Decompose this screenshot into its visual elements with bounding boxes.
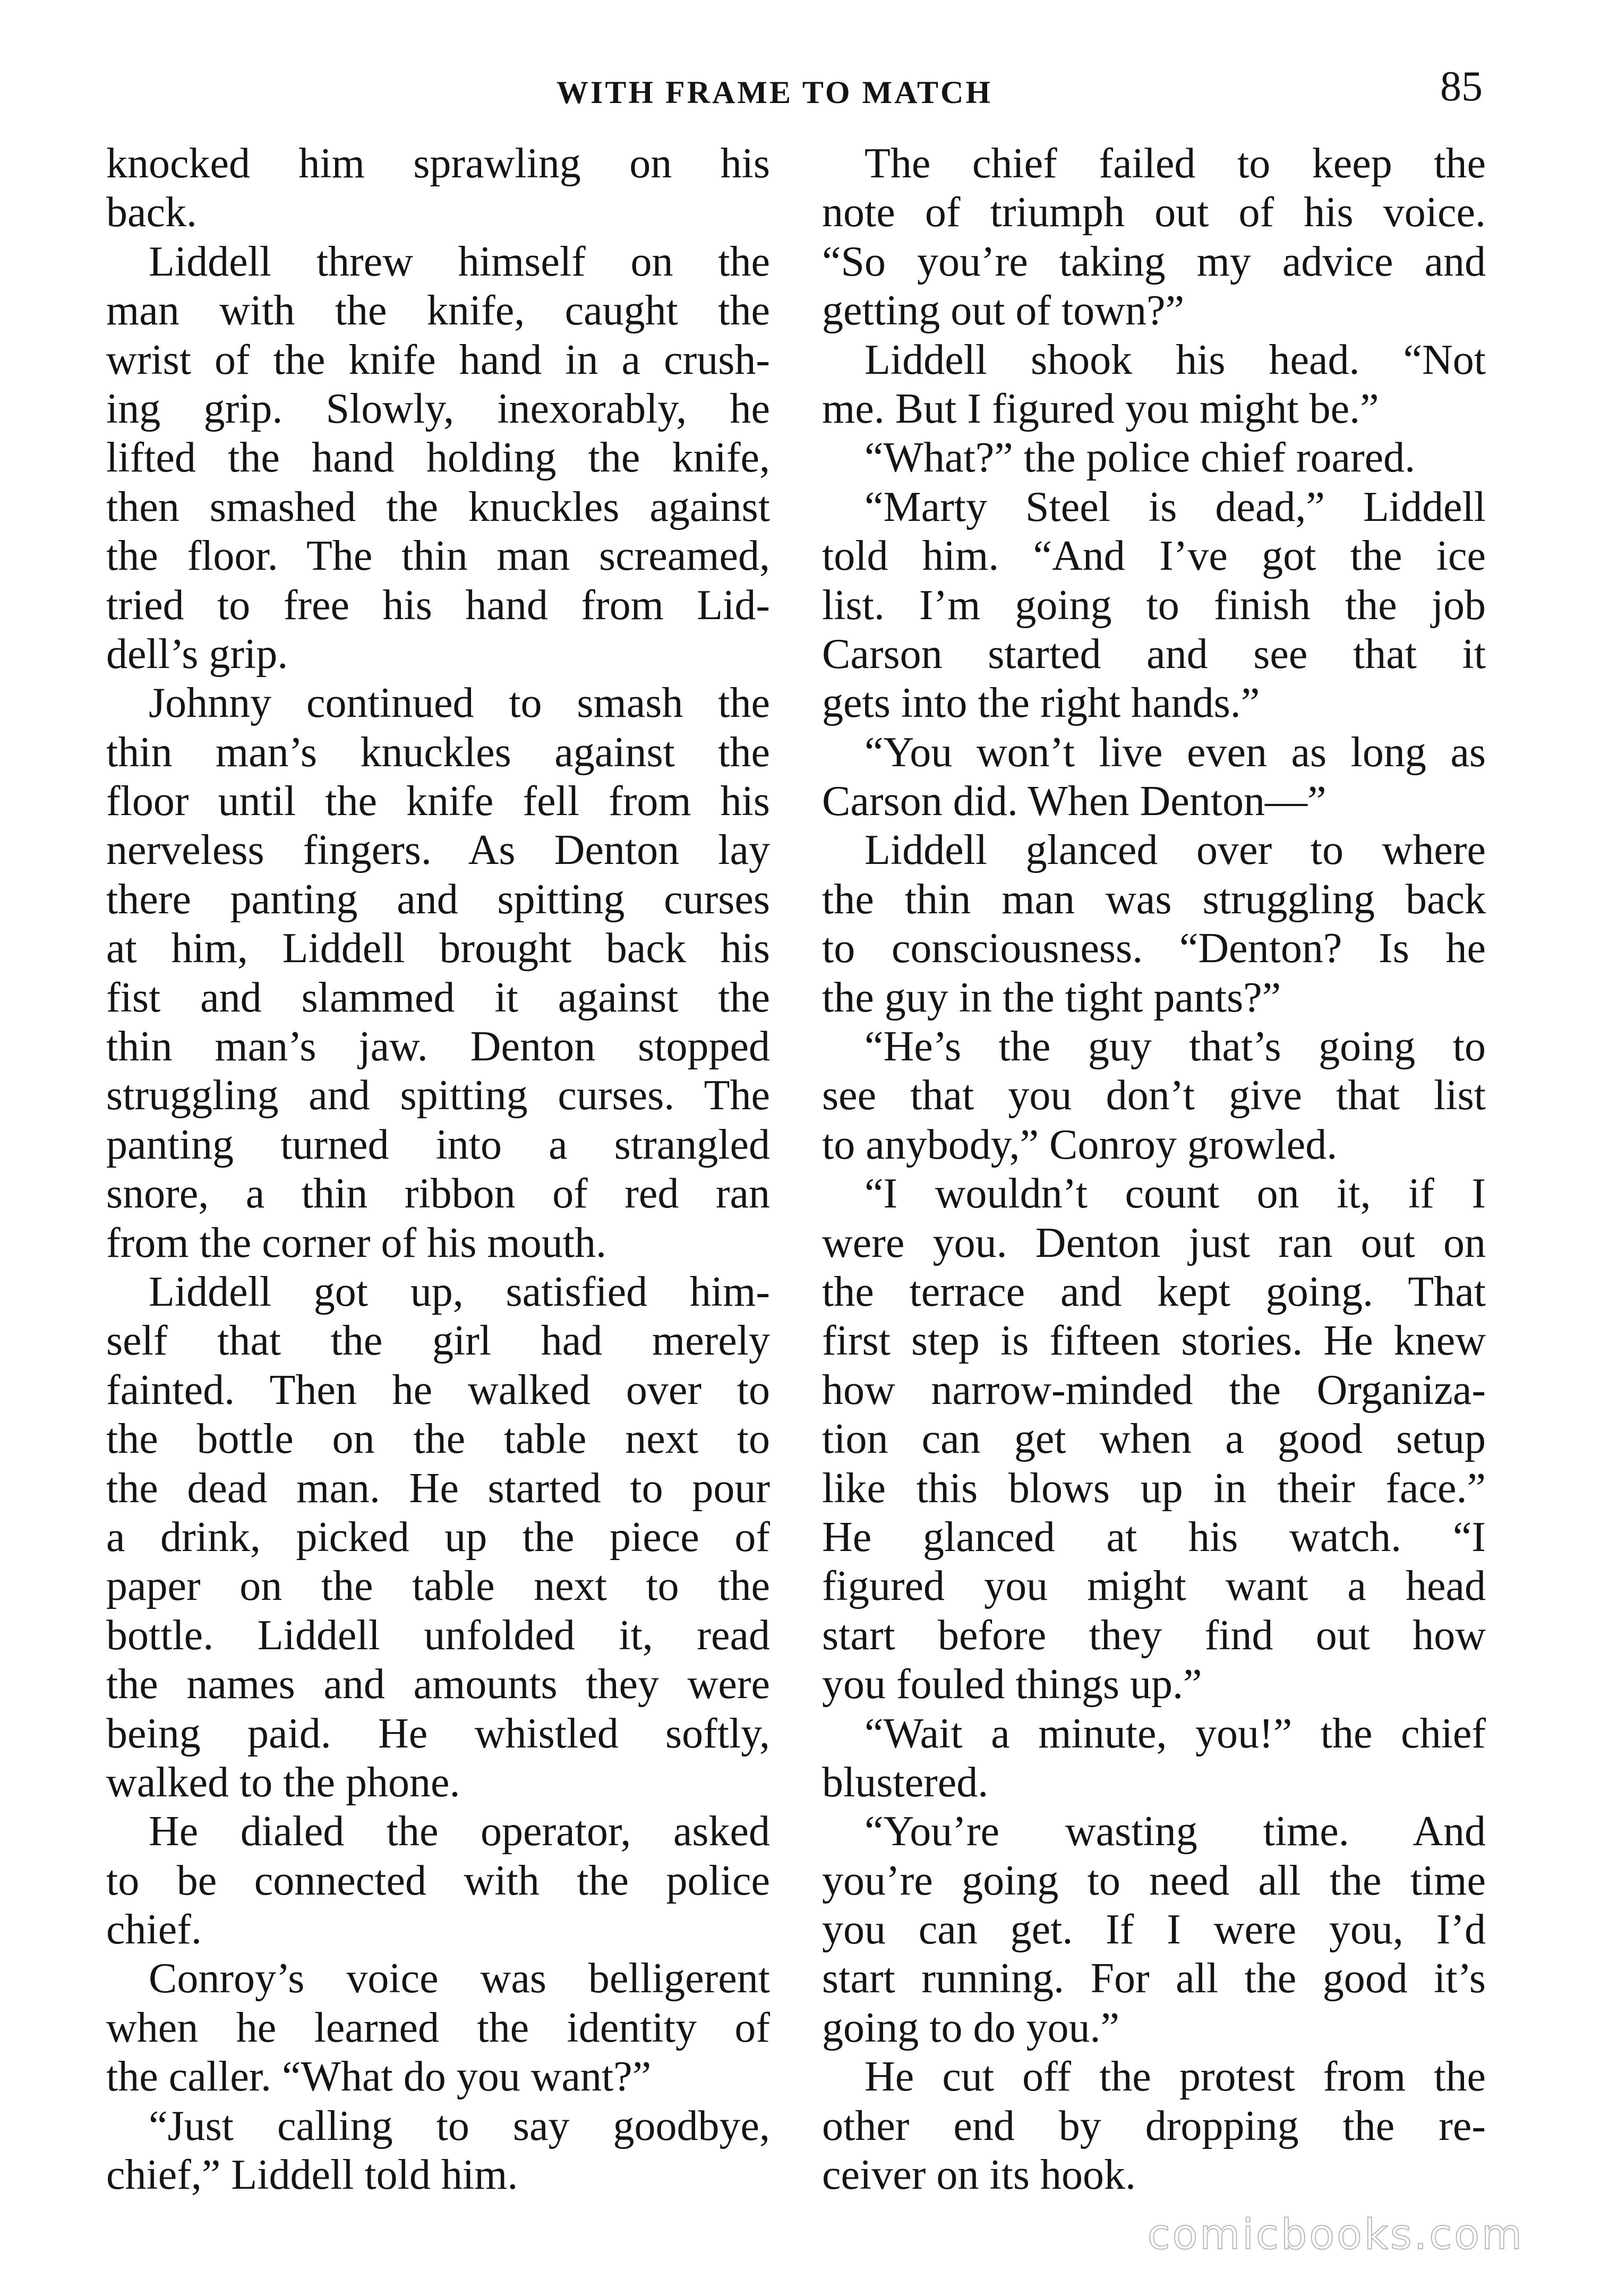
text-line: fainted. Then he walked over to	[106, 1366, 770, 1413]
text-line: He glanced at his watch. “I	[822, 1513, 1486, 1561]
text-line: “You’re wasting time. And	[865, 1808, 1486, 1855]
text-line: told him. “And I’ve got the ice	[822, 533, 1486, 580]
text-line: tion can get when a good setup	[822, 1416, 1486, 1463]
text-line: to anybody,” Conroy growled.	[822, 1121, 1338, 1168]
watermark: comicbooks.com	[1147, 2211, 1524, 2259]
text-line: thin man’s jaw. Denton stopped	[106, 1023, 770, 1070]
text-column-left	[106, 139, 770, 2199]
text-line: there panting and spitting curses	[106, 876, 770, 923]
text-line: He dialed the operator, asked	[149, 1808, 770, 1855]
text-line: walked to the phone.	[106, 1759, 460, 1806]
text-line: lifted the hand holding the knife,	[106, 434, 770, 482]
text-line: you’re going to need all the time	[822, 1857, 1486, 1904]
text-line: then smashed the knuckles against	[106, 483, 770, 530]
text-line: the bottle on the table next to	[106, 1416, 770, 1463]
text-line: to consciousness. “Denton? Is he	[822, 925, 1486, 972]
text-line: Conroy’s voice was belligerent	[149, 1955, 770, 2002]
text-line: He cut off the protest from the	[865, 2053, 1486, 2101]
text-line: thin man’s knuckles against the	[106, 729, 770, 776]
running-head: WITH FRAME TO MATCH	[557, 75, 993, 110]
page-number: 85	[1440, 63, 1483, 110]
text-line: gets into the right hands.”	[822, 680, 1260, 727]
text-line: the floor. The thin man screamed,	[106, 533, 770, 580]
text-line: see that you don’t give that list	[822, 1072, 1486, 1119]
text-line: ceiver on its hook.	[822, 2152, 1136, 2199]
text-line: you fouled things up.”	[822, 1661, 1202, 1708]
text-line: Liddell glanced over to where	[865, 827, 1486, 874]
text-line: “He’s the guy that’s going to	[865, 1023, 1486, 1070]
text-line: dell’s grip.	[106, 630, 288, 678]
text-line: ing grip. Slowly, inexorably, he	[106, 385, 770, 432]
text-line: man with the knife, caught the	[106, 287, 770, 335]
text-line: “Wait a minute, you!” the chief	[865, 1710, 1486, 1757]
text-line: at him, Liddell brought back his	[106, 925, 770, 972]
text-line: to be connected with the police	[106, 1857, 770, 1904]
text-line: Liddell threw himself on the	[149, 238, 770, 285]
text-line: like this blows up in their face.”	[822, 1464, 1486, 1512]
text-line: “Marty Steel is dead,” Liddell	[865, 483, 1486, 530]
text-line: knocked him sprawling on his	[106, 140, 770, 187]
text-line: wrist of the knife hand in a crush-	[106, 336, 770, 383]
text-line: “So you’re taking my advice and	[822, 238, 1486, 285]
text-line: Liddell got up, satisfied him-	[149, 1268, 770, 1315]
text-line: the guy in the tight pants?”	[822, 974, 1281, 1021]
text-line: start running. For all the good it’s	[822, 1955, 1486, 2002]
text-line: Johnny continued to smash the	[149, 680, 770, 727]
text-line: “Just calling to say goodbye,	[149, 2102, 770, 2149]
text-line: struggling and spitting curses. The	[106, 1072, 770, 1119]
text-line: list. I’m going to finish the job	[822, 581, 1486, 629]
text-line: Liddell shook his head. “Not	[865, 336, 1486, 383]
text-line: chief,” Liddell told him.	[106, 2152, 518, 2199]
text-line: getting out of town?”	[822, 287, 1185, 335]
text-line: Carson started and see that it	[822, 630, 1486, 678]
text-line: The chief failed to keep the	[865, 140, 1486, 187]
text-line: the terrace and kept going. That	[822, 1268, 1486, 1315]
text-line: fist and slammed it against the	[106, 974, 770, 1021]
text-line: nerveless fingers. As Denton lay	[106, 827, 770, 874]
text-line: being paid. He whistled softly,	[106, 1710, 770, 1757]
text-line: Carson did. When Denton—”	[822, 778, 1326, 825]
text-line: note of triumph out of his voice.	[822, 189, 1486, 236]
text-line: paper on the table next to the	[106, 1563, 770, 1610]
text-line: self that the girl had merely	[106, 1317, 770, 1365]
text-line: you can get. If I were you, I’d	[822, 1906, 1486, 1954]
text-line: tried to free his hand from Lid-	[106, 581, 770, 629]
text-line: chief.	[106, 1906, 202, 1954]
text-line: the thin man was struggling back	[822, 876, 1486, 923]
text-line: from the corner of his mouth.	[106, 1219, 606, 1266]
text-line: bottle. Liddell unfolded it, read	[106, 1612, 770, 1659]
text-line: other end by dropping the re-	[822, 2102, 1486, 2149]
text-line: going to do you.”	[822, 2004, 1119, 2051]
text-line: “You won’t live even as long as	[865, 729, 1486, 776]
text-line: back.	[106, 189, 198, 236]
text-line: the dead man. He started to pour	[106, 1464, 770, 1512]
text-line: were you. Denton just ran out on	[822, 1219, 1486, 1266]
text-line: start before they find out how	[822, 1612, 1486, 1659]
text-line: “I wouldn’t count on it, if I	[865, 1170, 1486, 1218]
text-line: how narrow-minded the Organiza-	[822, 1366, 1486, 1413]
text-line: blustered.	[822, 1759, 989, 1806]
text-line: “What?” the police chief roared.	[865, 434, 1416, 482]
text-line: first step is fifteen stories. He knew	[822, 1317, 1486, 1365]
text-line: the caller. “What do you want?”	[106, 2053, 652, 2101]
text-line: snore, a thin ribbon of red ran	[106, 1170, 770, 1218]
text-line: floor until the knife fell from his	[106, 778, 770, 825]
text-line: me. But I figured you might be.”	[822, 385, 1379, 432]
text-line: the names and amounts they were	[106, 1661, 770, 1708]
text-line: when he learned the identity of	[106, 2004, 770, 2051]
text-column-right	[822, 139, 1486, 2199]
text-line: figured you might want a head	[822, 1563, 1486, 1610]
text-line: panting turned into a strangled	[106, 1121, 770, 1168]
text-line: a drink, picked up the piece of	[106, 1513, 770, 1561]
